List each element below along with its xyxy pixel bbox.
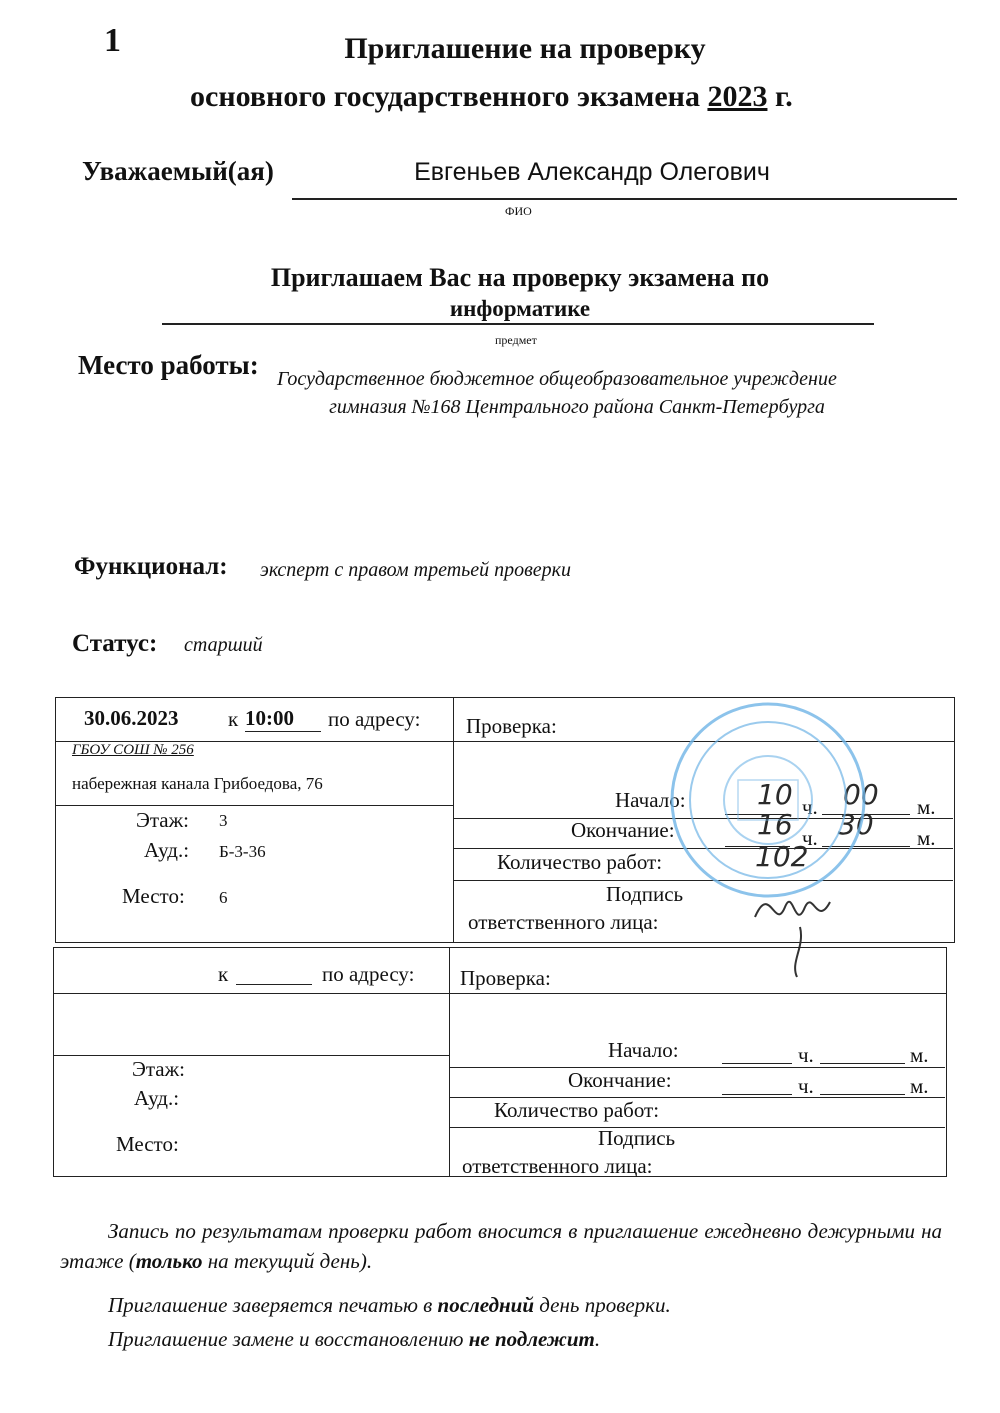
session-1-date: 30.06.2023 [84, 706, 179, 730]
session-1-time: 10:00 [245, 706, 321, 732]
official-stamp [668, 700, 868, 900]
session-2-end-minutes-field [820, 1074, 905, 1095]
recipient-name: Евгеньев Александр Олегович [414, 158, 770, 186]
note-3 [108, 1324, 600, 1354]
session-1-seat: 6 [219, 888, 228, 907]
status-value: старший [184, 634, 263, 656]
session-1-divider [453, 697, 454, 943]
title-year: 2023 [707, 80, 768, 113]
session-2-start-label: Начало: [608, 1038, 679, 1062]
session-2-address-label: по адресу: [322, 962, 415, 986]
session-1-room: Б-3-36 [219, 842, 266, 861]
workplace-label: Место работы: [78, 350, 259, 380]
session-2-count-label: Количество работ: [494, 1098, 660, 1122]
session-1-k: к [228, 707, 239, 731]
workplace-line-2: гимназия №168 Центрального района Санкт-Петербурга [329, 396, 825, 418]
session-1-address-label: по адресу: [328, 707, 421, 731]
note-2-a: Приглашение заверяется печатью в [108, 1293, 438, 1317]
dear-label: Уважаемый(ая) [82, 156, 274, 186]
subject-value: информатике [449, 296, 591, 321]
session-2-end-h: ч. [798, 1074, 814, 1098]
invite-line: Приглашаем Вас на проверку экзамена по [270, 263, 770, 292]
fio-hint: ФИО [505, 204, 532, 218]
workplace-line-1: Государственное бюджетное общеобразовательное учреждение [277, 368, 837, 390]
session-1-room-label: Ауд.: [144, 838, 190, 862]
page-number: 1 [104, 22, 121, 59]
session-1-floor: 3 [219, 811, 228, 830]
session-2-end-label: Окончание: [568, 1068, 672, 1092]
session-2-row-line [53, 1055, 449, 1056]
session-2-row-line [53, 993, 947, 994]
session-2-row-line [449, 1067, 945, 1068]
session-2-seat-label: Место: [116, 1132, 179, 1156]
session-2-sign-label-2: ответственного лица: [462, 1154, 653, 1178]
session-1-count-label: Количество работ: [497, 850, 663, 874]
session-2-floor-label: Этаж: [132, 1057, 185, 1081]
subject-hint: предмет [495, 333, 537, 347]
session-2-end-hours-field [722, 1074, 792, 1095]
session-1-end-m: м. [917, 826, 936, 850]
title-line-2 [190, 80, 793, 114]
subject-underline [162, 323, 874, 325]
session-1-sign-label-1: Подпись [606, 882, 684, 906]
session-1-end-hours: 16 [757, 808, 793, 841]
session-1-start-minutes: 00 [843, 778, 879, 811]
workplace-value [277, 365, 957, 421]
title-year-suffix: г. [774, 80, 793, 113]
note-1-a: Запись по результатам проверки работ вносится в приглашение ежедневно дежурными на этаже ( [60, 1219, 942, 1273]
session-2-row-line [449, 1127, 945, 1128]
note-2-b: последний [437, 1293, 535, 1317]
session-2-start-hours-field [722, 1043, 792, 1064]
title-line-1: Приглашение на проверку [344, 32, 706, 65]
session-1-address: набережная канала Грибоедова, 76 [72, 774, 323, 793]
session-1-start-h: ч. [802, 795, 818, 819]
session-1-seat-label: Место: [122, 884, 185, 908]
session-1-start-m: м. [917, 795, 936, 819]
recipient-underline [292, 198, 957, 200]
function-value: эксперт с правом третьей проверки [260, 559, 572, 581]
note-1-c: на текущий день). [202, 1249, 373, 1273]
session-1-count: 102 [755, 840, 809, 873]
note-1 [60, 1216, 942, 1276]
session-1-check-label: Проверка: [466, 714, 557, 738]
session-2-sign-label-1: Подпись [598, 1126, 676, 1150]
note-2 [108, 1290, 671, 1320]
note-2-c: день проверки. [534, 1293, 671, 1317]
note-3-c: . [594, 1327, 601, 1351]
note-1-b: только [135, 1249, 203, 1273]
session-2-check-label: Проверка: [460, 966, 551, 990]
session-1-row-line [55, 805, 453, 806]
session-1-school: ГБОУ СОШ № 256 [72, 742, 194, 758]
session-2-end-m: м. [910, 1074, 929, 1098]
session-1-end-label: Окончание: [571, 818, 675, 842]
session-1-start-label: Начало: [615, 788, 686, 812]
session-1-end-h: ч. [802, 826, 818, 850]
session-2-start-m: м. [910, 1043, 929, 1067]
note-3-b: не подлежит [468, 1327, 595, 1351]
session-1-end-minutes: 30 [838, 808, 874, 841]
session-1-sign-label-2: ответственного лица: [468, 910, 659, 934]
session-2-k: к [218, 962, 229, 986]
session-2-divider [449, 947, 450, 1177]
session-2-time-field [236, 964, 312, 985]
session-1-floor-label: Этаж: [136, 808, 189, 832]
title-exam: основного государственного экзамена [190, 80, 700, 113]
function-label: Функционал: [74, 553, 228, 580]
session-2-start-minutes-field [820, 1043, 905, 1064]
status-label: Статус: [72, 630, 158, 657]
session-1-start-hours: 10 [757, 778, 793, 811]
session-2-start-h: ч. [798, 1043, 814, 1067]
note-3-a: Приглашение замене и восстановлению [108, 1327, 469, 1351]
session-2-room-label: Ауд.: [134, 1086, 180, 1110]
